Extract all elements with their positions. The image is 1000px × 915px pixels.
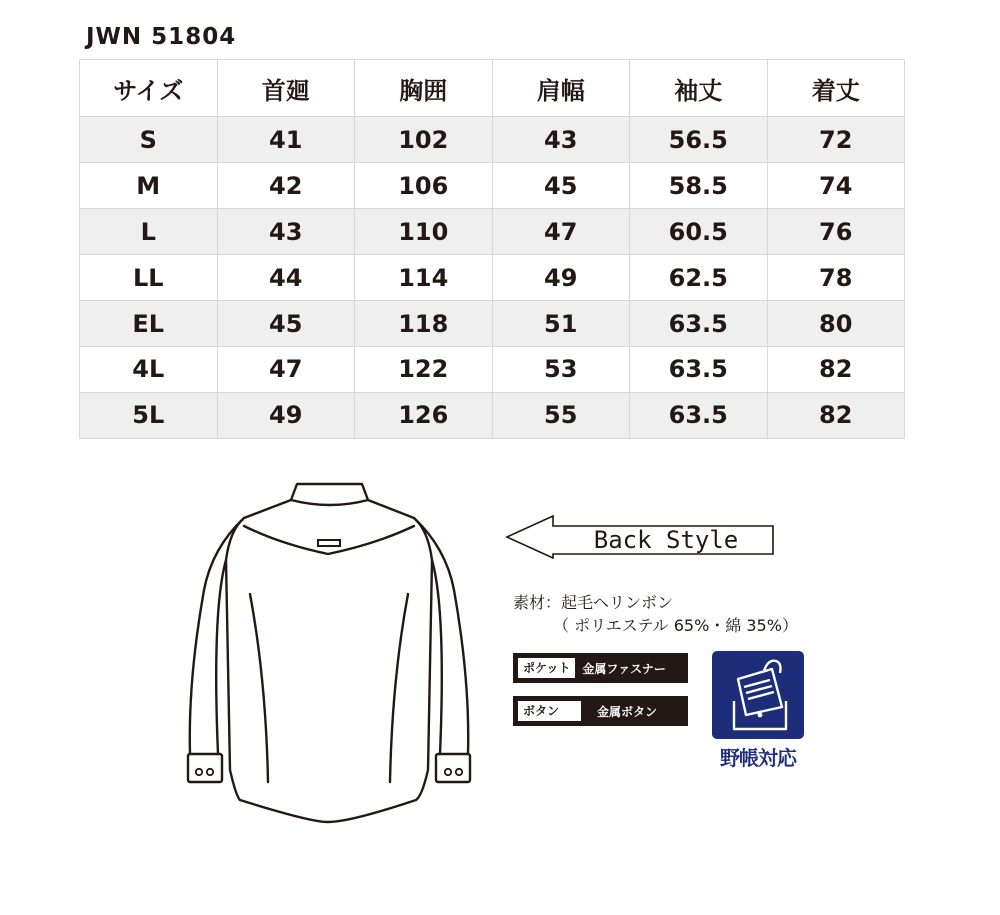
cell: 42 xyxy=(217,163,355,209)
cell: 56.5 xyxy=(630,117,768,163)
pocket-spec-tag xyxy=(513,653,688,683)
back-style-label: Back Style xyxy=(593,526,739,554)
cell: 80 xyxy=(767,301,905,347)
cell: 102 xyxy=(355,117,493,163)
cell: 41 xyxy=(217,117,355,163)
cell: 82 xyxy=(767,392,905,438)
cell: 45 xyxy=(217,301,355,347)
cell: 63.5 xyxy=(630,301,768,347)
material-line-1: 素材：起毛ヘリンボン xyxy=(513,593,674,612)
cell: 45 xyxy=(492,163,630,209)
cell: 106 xyxy=(355,163,493,209)
table-header-row xyxy=(80,60,905,117)
cell: 74 xyxy=(767,163,905,209)
notebook-in-pocket-icon xyxy=(712,651,804,739)
cell: 47 xyxy=(217,347,355,393)
cell: L xyxy=(80,209,218,255)
cell: 76 xyxy=(767,209,905,255)
badge-label: 野帳対応 xyxy=(720,746,796,770)
cell: 78 xyxy=(767,255,905,301)
table-row xyxy=(80,163,905,209)
cell: 43 xyxy=(217,209,355,255)
header-sleeve: 袖丈 xyxy=(630,60,768,117)
cell: 43 xyxy=(492,117,630,163)
material-line-2: （ ポリエステル 65%・綿 35%） xyxy=(553,616,798,635)
table-row xyxy=(80,117,905,163)
cell: 126 xyxy=(355,392,493,438)
header-shoulder: 肩幅 xyxy=(492,60,630,117)
cell: 53 xyxy=(492,347,630,393)
table-row xyxy=(80,392,905,438)
table-row xyxy=(80,255,905,301)
cell: 55 xyxy=(492,392,630,438)
cell: 118 xyxy=(355,301,493,347)
cell: 122 xyxy=(355,347,493,393)
shirt-back-illustration xyxy=(170,470,490,830)
cell: 47 xyxy=(492,209,630,255)
cell: 58.5 xyxy=(630,163,768,209)
header-neck: 首廻 xyxy=(217,60,355,117)
cell: EL xyxy=(80,301,218,347)
cell: 60.5 xyxy=(630,209,768,255)
header-length: 着丈 xyxy=(767,60,905,117)
field-notebook-badge xyxy=(710,651,806,773)
cell: 62.5 xyxy=(630,255,768,301)
header-size: サイズ xyxy=(80,60,218,117)
button-spec-tag xyxy=(513,696,688,726)
table-row xyxy=(80,209,905,255)
cell: 110 xyxy=(355,209,493,255)
table-row xyxy=(80,301,905,347)
cell: 49 xyxy=(492,255,630,301)
cell: 51 xyxy=(492,301,630,347)
cell: 4L xyxy=(80,347,218,393)
size-table xyxy=(79,59,905,439)
cell: 72 xyxy=(767,117,905,163)
cell: 82 xyxy=(767,347,905,393)
cell: 63.5 xyxy=(630,347,768,393)
header-chest: 胸囲 xyxy=(355,60,493,117)
button-label: ボタン xyxy=(518,701,581,721)
cell: 5L xyxy=(80,392,218,438)
cell: 49 xyxy=(217,392,355,438)
pocket-label: ポケット xyxy=(518,658,575,678)
cell: M xyxy=(80,163,218,209)
pocket-value: 金属ファスナー xyxy=(582,661,666,676)
button-value: 金属ボタン xyxy=(597,704,658,719)
model-number: JWN 51804 xyxy=(86,24,237,50)
cell: LL xyxy=(80,255,218,301)
cell: S xyxy=(80,117,218,163)
cell: 44 xyxy=(217,255,355,301)
cell: 114 xyxy=(355,255,493,301)
table-row xyxy=(80,347,905,393)
cell: 63.5 xyxy=(630,392,768,438)
